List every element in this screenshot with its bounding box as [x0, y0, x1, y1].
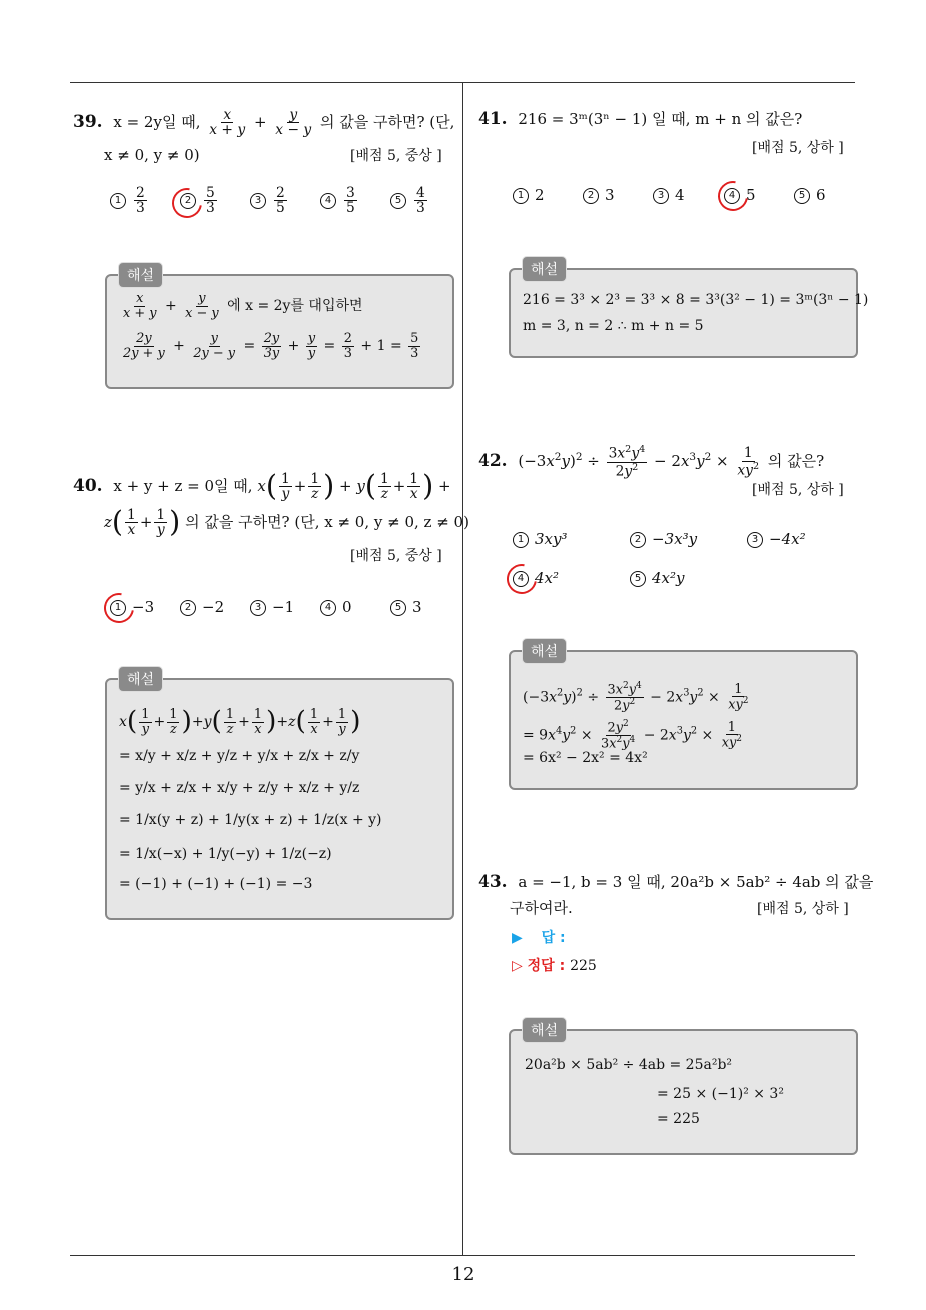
- choice-2[interactable]: 2 −3x³y: [630, 530, 697, 548]
- choice-1[interactable]: 1 −3: [110, 598, 154, 616]
- explanation-line: = 225: [657, 1111, 700, 1127]
- question-text: x + y + z = 0일 때,: [113, 476, 253, 495]
- outline-triangle-icon: ▷: [512, 958, 523, 974]
- fraction: $\frac{x}{x + y}$: [209, 107, 246, 139]
- selected-mark: [712, 175, 754, 217]
- choice-5[interactable]: 5 4x²y: [630, 569, 685, 587]
- explanation-badge: 해설: [118, 666, 163, 692]
- explanation-line: = 6x² − 2x² = 4x²: [523, 750, 648, 766]
- question-number: 42.: [478, 451, 508, 471]
- explanation-line: = y/x + z/x + x/y + z/y + x/z + y/z: [119, 780, 360, 796]
- explanation-line: m = 3, n = 2 ∴ m + n = 5: [523, 318, 704, 334]
- question-number: 39.: [73, 111, 103, 132]
- explanation-line: = 1/x(−x) + 1/y(−y) + 1/z(−z): [119, 846, 332, 862]
- bottom-rule: [70, 1255, 855, 1256]
- choice-4[interactable]: 4 4x²: [513, 569, 559, 587]
- choice-4[interactable]: 4 5: [724, 186, 756, 204]
- choice-4[interactable]: 4 $\frac{3}{5}$: [320, 186, 359, 216]
- question-text-line2: z( $\frac{1}{x}$ + $\frac{1}{y}$ ) 의 값을 구하면? (단, x ≠ 0, y ≠ 0, z ≠ 0): [104, 505, 469, 539]
- correct-answer-row: [512, 955, 597, 975]
- choice-2[interactable]: 2 3: [583, 186, 615, 204]
- question-text: x = 2y일 때,: [113, 112, 201, 131]
- answer-label: 답 :: [541, 930, 566, 946]
- question-number: 41.: [478, 109, 508, 129]
- question-41: [478, 106, 802, 132]
- explanation-badge: 해설: [522, 1017, 567, 1043]
- fraction: $\frac{y}{x - y}$: [275, 107, 312, 139]
- choice-2[interactable]: 2 $\frac{5}{3}$: [180, 186, 219, 216]
- question-39: 39. x = 2y일 때, $\frac{x}{x + y}$ + $\frac{y}{x - y}$ 의 값을 구하면? (단,: [73, 107, 455, 139]
- choice-1[interactable]: 1 $\frac{2}{3}$: [110, 186, 149, 216]
- choice-1[interactable]: 1 3xy³: [513, 530, 568, 548]
- score-meta: [배점 5, 상하 ]: [752, 140, 844, 156]
- play-icon: ▶: [512, 930, 523, 946]
- choice-3[interactable]: 3 $\frac{2}{5}$: [250, 186, 289, 216]
- explanation-badge: 해설: [118, 262, 163, 288]
- explanation-line: = 1/x(y + z) + 1/y(x + z) + 1/z(x + y): [119, 812, 382, 828]
- explanation-box: [509, 1029, 858, 1155]
- explanation-badge: 해설: [522, 256, 567, 282]
- explanation-box: $(-3x^2y)^2$ ÷ $\frac{3x^2y^4}{2y^2}$ − $2x^3y^2$ × $\frac{1}{xy^2}$ = $9x^4y^2$ × $\frac{2y^2}{3x^2y^4}$ − $2x^3y^2$ × $\frac{1}{xy^2}$ = 6x² − 2x² = 4x²: [509, 650, 858, 790]
- question-text: a = −1, b = 3 일 때, 20a²b × 5ab² ÷ 4ab 의 값을: [518, 873, 874, 891]
- choice-2[interactable]: 2 −2: [180, 598, 224, 616]
- question-text-line2: 구하여라.: [510, 899, 573, 917]
- explanation-line: 216 = 3³ × 2³ = 3³ × 8 = 3³(3² − 1) = 3ᵐ(3ⁿ − 1): [523, 292, 869, 308]
- question-text: 의 값을 구하면? (단,: [319, 112, 455, 131]
- selected-mark: [98, 587, 140, 629]
- choice-3[interactable]: 3 −4x²: [747, 530, 806, 548]
- correct-value: 225: [570, 958, 597, 974]
- choice-5[interactable]: 5 $\frac{4}{3}$: [390, 186, 429, 216]
- column-divider: [462, 82, 463, 1255]
- explanation-line: = x/y + x/z + y/z + y/x + z/x + z/y: [119, 748, 360, 764]
- choice-1[interactable]: 1 2: [513, 186, 545, 204]
- explanation-box: x( $\frac{1}{y}$ + $\frac{1}{z}$ )+y( $\frac{1}{z}$ + $\frac{1}{x}$ )+z( $\frac{1}{x}$ + $\frac{1}{y}$ ) = x/y + x/z + y/z + y/x + z/x + z/y = y/x + z/x + x/y + z/y + x/z + y/z = 1/x(y + z) + 1/y(x + z) + 1/z(x + y) = 1/x(−x) + 1/y(−y) + 1/z(−z) = (−1) + (−1) + (−1) = −3: [105, 678, 454, 920]
- score-meta: [배점 5, 상하 ]: [757, 901, 849, 917]
- choice-5[interactable]: 5 6: [794, 186, 826, 204]
- score-meta: [배점 5, 상하 ]: [752, 482, 844, 498]
- choice-5[interactable]: 5 3: [390, 598, 422, 616]
- question-40: 40. x + y + z = 0일 때, x( $\frac{1}{y}$ + $\frac{1}{z}$ ) + y( $\frac{1}{z}$ + $\frac{1}{x}$ ) +: [73, 469, 451, 503]
- question-text: 의 값은?: [767, 452, 825, 470]
- question-text: 216 = 3ᵐ(3ⁿ − 1) 일 때, m + n 의 값은?: [518, 110, 803, 128]
- explanation-text: 에 x = 2y를 대입하면: [227, 298, 363, 315]
- explanation-line: = 25 × (−1)² × 3²: [657, 1086, 784, 1102]
- explanation-line: = (−1) + (−1) + (−1) = −3: [119, 876, 313, 892]
- score-meta: [배점 5, 중상 ]: [350, 148, 442, 164]
- question-number: 40.: [73, 475, 103, 496]
- choice-3[interactable]: 3 −1: [250, 598, 294, 616]
- question-42: 42. $(-3x^2y)^2$ ÷ $\frac{3x^2y^4}{2y^2}$ − $2x^3y^2$ × $\frac{1}{xy^2}$ 의 값은?: [478, 444, 825, 480]
- selected-mark: [501, 558, 543, 600]
- explanation-badge: 해설: [522, 638, 567, 664]
- question-text-line2: x ≠ 0, y ≠ 0): [104, 146, 200, 164]
- correct-label: 정답 :: [527, 958, 566, 974]
- choice-3[interactable]: 3 4: [653, 186, 685, 204]
- question-number: 43.: [478, 872, 508, 892]
- question-43: [478, 869, 873, 895]
- page-number: 12: [451, 1264, 475, 1285]
- explanation-line: 20a²b × 5ab² ÷ 4ab = 25a²b²: [525, 1057, 733, 1073]
- explanation-box: $\frac{x}{x + y}$ + $\frac{y}{x - y}$ 에 x = 2y를 대입하면 $\frac{2y}{2y + y}$ + $\frac{y}{2y - y}$ = $\frac{2y}{3y}$ + $\frac{y}{y}$ = $\frac{2}{3}$ + 1 = $\frac{5}{3}$: [105, 274, 454, 389]
- score-meta: [배점 5, 중상 ]: [350, 548, 442, 564]
- answer-row[interactable]: [512, 927, 566, 947]
- choice-4[interactable]: 4 0: [320, 598, 352, 616]
